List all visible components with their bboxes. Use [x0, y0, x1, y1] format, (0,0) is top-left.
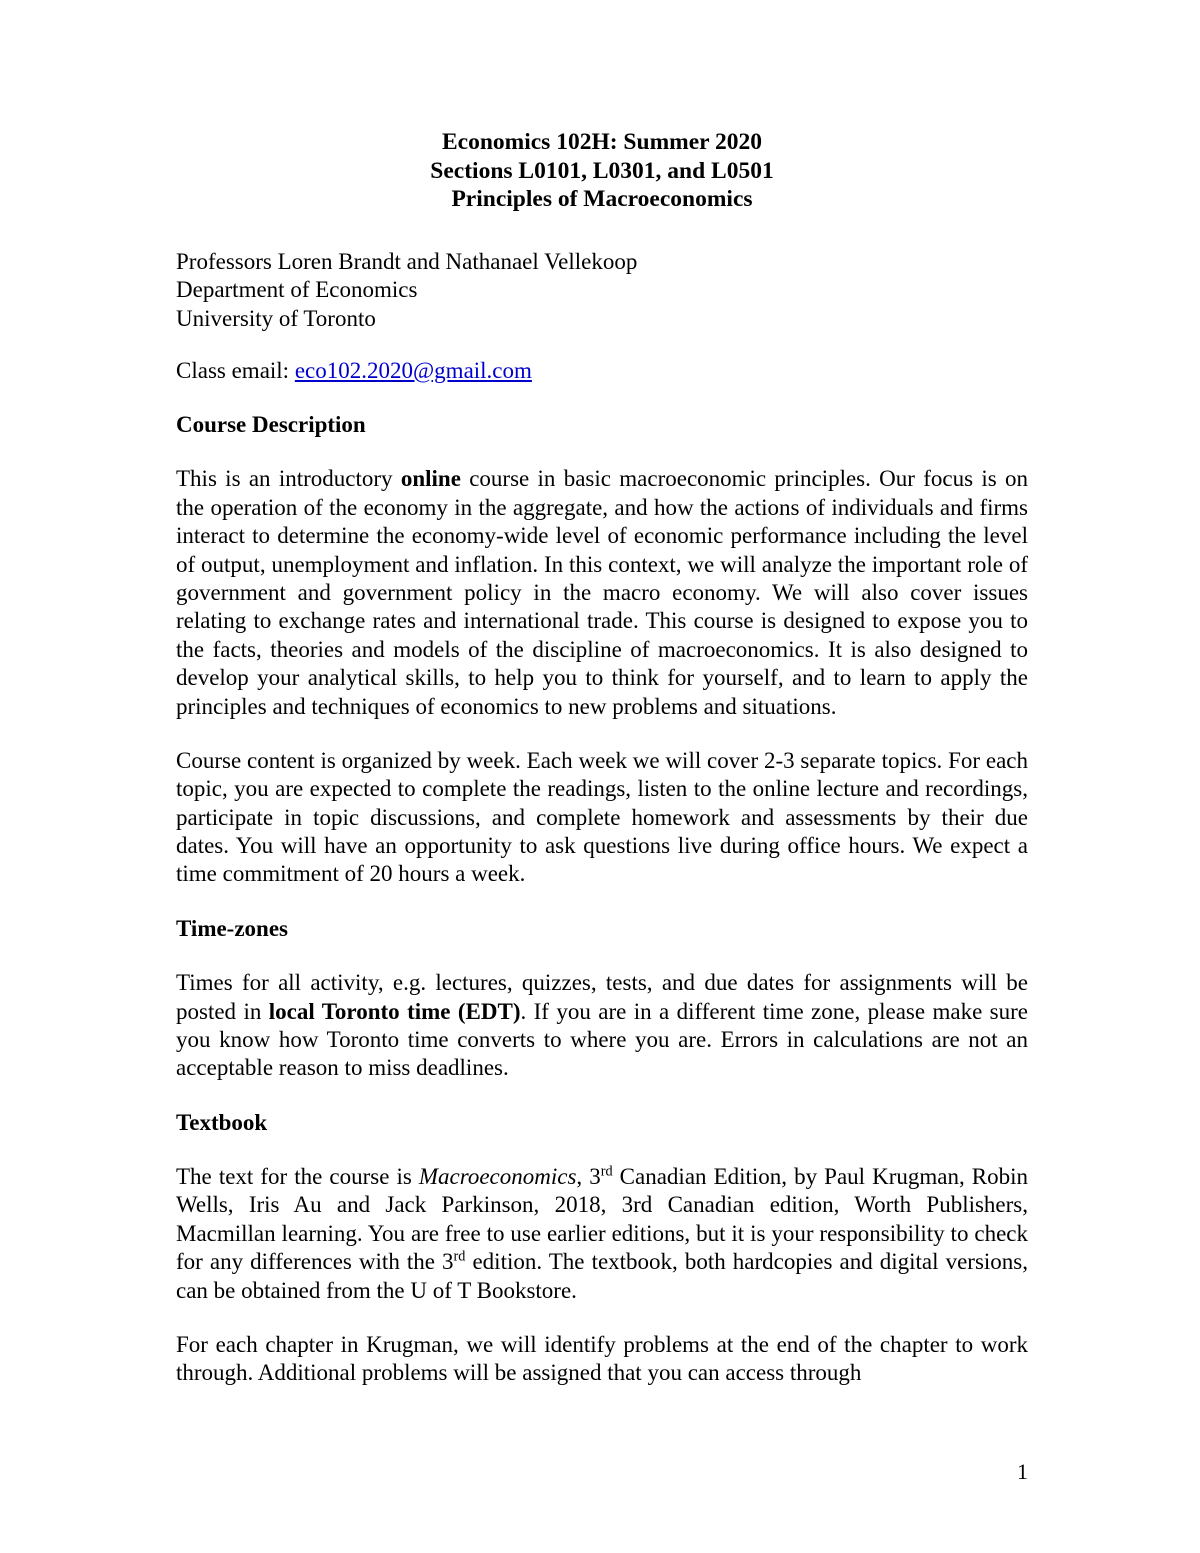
cd1-part2: course in basic macroeconomic principles. Our focus is on the operation of the economy in the aggregate, and how the actions of individuals and firms interact to determine the economy-wide level of economic performance including the level of output, unemployment and inflation. In this context, we will analyze the important role of government and government policy in the macro economy. We will also cover issues relating to exchange rates and international trade. This course is designed to expose you to the facts, theories and models of the discipline of macroeconomics. It is also designed to develop your analytical skills, to help you to think for yourself, and to learn to apply the principles and techniques of economics to new problems and situations.: [176, 466, 1028, 719]
instructors-line: Professors Loren Brandt and Nathanael Vellekoop: [176, 248, 638, 274]
title-line-1: Economics 102H: Summer 2020: [441, 129, 763, 155]
tz-bold-local-time: local Toronto time (EDT): [268, 998, 521, 1024]
paragraph-time-zones: [176, 969, 1028, 1083]
spacer: [176, 1137, 1028, 1163]
class-email-row: [176, 357, 1028, 385]
heading-textbook: Textbook: [176, 1109, 268, 1135]
heading-time-zones: Time-zones: [176, 915, 289, 941]
paragraph-textbook-1: [176, 1163, 1028, 1305]
paragraph-course-description-2: Course content is organized by week. Each week we will cover 2-3 separate topics. For each topic, you are expected to complete the readings, listen to the online lecture and recordings, participate in topic discussions, and complete homework and assessments by their due dates. You will have an opportunity to ask questions live during office hours. We expect a time commitment of 20 hours a week.: [176, 747, 1028, 887]
tz-part2: . If you are in a different time zone, please make sure you know how Toronto time converts to where you are. Errors in calculations are not an acceptable reason to miss deadlines.: [176, 998, 1028, 1081]
title-line-2: Sections L0101, L0301, and L0501: [430, 157, 774, 184]
university-line: University of Toronto: [176, 305, 376, 331]
cd1-part1: This is an introductory: [176, 466, 401, 492]
spacer: [176, 889, 1028, 915]
tb1-sup-2: rd: [453, 1248, 466, 1265]
spacer: [176, 385, 1028, 411]
class-email-link[interactable]: eco102.2020@gmail.com: [294, 357, 532, 383]
cd1-bold-online: online: [400, 466, 461, 492]
department-line: Department of Economics: [176, 277, 418, 303]
heading-course-description: Course Description: [176, 412, 366, 438]
tb1-part3: Canadian Edition, by Paul Krugman, Robin Wells, Iris Au and Jack Parkinson, 2018, 3rd Canadian edition, Worth Publishers, Macmillan learning. You are free to use earlier editions, but it is your responsibility to check for any differences with the 3: [176, 1163, 1029, 1275]
paragraph-course-description-1: [176, 465, 1028, 721]
spacer: [176, 943, 1028, 969]
paragraph-textbook-2: For each chapter in Krugman, we will identify problems at the end of the chapter to work through. Additional problems will be assigned that you can access through: [176, 1331, 1028, 1386]
tb1-sup-1: rd: [600, 1163, 613, 1180]
spacer: [176, 439, 1028, 465]
spacer: [176, 333, 1028, 357]
tb1-part2: , 3: [576, 1163, 601, 1189]
spacer: [176, 1305, 1028, 1331]
instructor-block: [176, 248, 1028, 333]
page-number: 1: [1017, 1459, 1028, 1484]
spacer: [176, 721, 1028, 747]
tb1-part1: The text for the course is: [176, 1163, 419, 1189]
tz-part1: Times for all activity, e.g. lectures, quizzes, tests, and due dates for assignments will be posted in: [176, 970, 1028, 1024]
class-email-label: Class email:: [176, 357, 290, 383]
spacer: [176, 1083, 1028, 1109]
tb1-italic-title: Macroeconomics: [418, 1163, 577, 1189]
title-line-3: Principles of Macroeconomics: [451, 186, 753, 213]
spacer: [176, 224, 1028, 248]
document-title: [176, 128, 1028, 214]
tb1-part4: edition. The textbook, both hardcopies and digital versions, can be obtained from the U of T Bookstore.: [176, 1249, 1028, 1303]
